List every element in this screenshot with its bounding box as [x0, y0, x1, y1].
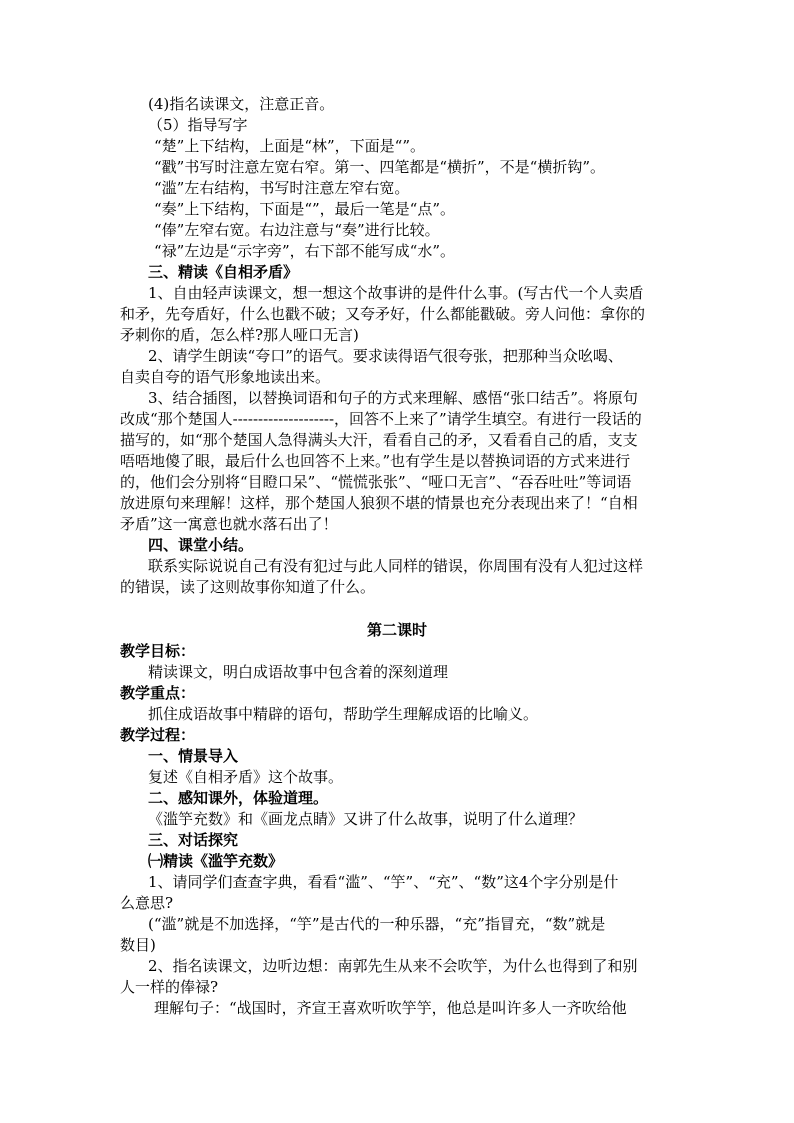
text-line: 么意思?	[120, 894, 174, 912]
text-line: 理解句子：“战国时，齐宣王喜欢听吹竽竽，他总是叫许多人一齐吹给他	[154, 999, 627, 1017]
text-line: 2、请学生朗读“夸口”的语气。要求读得语气很夸张，把那种当众吆喝、	[148, 347, 623, 365]
text-line: 的，他们会分别将“目瞪口呆”、“慌慌张张”、“哑口无言”、“吞吞吐吐”等词语	[120, 473, 632, 491]
text-line: 《滥竽充数》和《画龙点睛》又讲了什么故事，说明了什么道理？	[148, 810, 584, 828]
text-line: “戳”书写时注意左宽右窄。第一、四笔都是“横折”，不是“横折钩”。	[154, 158, 606, 176]
text-line: 改成“那个楚国人--------------------，回答不上来了”请学生填空。有进行一段话的	[120, 410, 642, 428]
text-line: 人一样的俸禄?	[120, 978, 219, 996]
text-line: 矛刺你的盾，怎么样?那人哑口无言)	[120, 326, 359, 344]
text-line: 矛盾”这一寓意也就水落石出了！	[120, 515, 338, 533]
text-line: 2、指名读课文，边听边想：南郭先生从来不会吹竽，为什么也得到了和别	[148, 957, 638, 975]
section-heading: 四、课堂小结。	[148, 536, 254, 554]
section-heading: 三、对话探究	[148, 831, 239, 849]
section-heading: 教学重点：	[120, 684, 196, 702]
text-line: 和矛，先夸盾好，什么也戳不破；又夸矛好，什么都能戳破。旁人问他：拿你的	[120, 305, 646, 323]
text-line: 放进原句来理解！这样，那个楚国人狼狈不堪的情景也充分表现出来了！“自相	[120, 494, 638, 512]
section-heading: 三、精读《自相矛盾》	[148, 263, 299, 281]
text-line: (“滥”就是不加选择，“竽”是古代的一种乐器，“充”指冒充，“数”就是	[148, 915, 606, 933]
text-line: 联系实际说说自己有没有犯过与此人同样的错误，你周围有没有人犯过这样	[148, 557, 644, 575]
text-line: “滥”左右结构，书写时注意左窄右宽。	[154, 179, 410, 197]
section-heading: 教学目标：	[120, 642, 196, 660]
text-line: 1、自由轻声读课文，想一想这个故事讲的是件什么事。(写古代一个人卖盾	[148, 284, 644, 302]
text-line: “楚”上下结构，上面是“林”，下面是“”。	[154, 137, 426, 155]
section-heading: 一、情景导入	[148, 747, 239, 765]
text-line: 3、结合插图，以替换词语和句子的方式来理解、感悟“张口结舌”。将原句	[148, 389, 638, 407]
text-line: “俸”左窄右宽。右边注意与“奏”进行比较。	[154, 221, 440, 239]
text-line: 数目)	[120, 936, 156, 954]
section-heading: ㈠精读《滥竽充数》	[148, 852, 284, 870]
text-line: 抓住成语故事中精辟的语句，帮助学生理解成语的比喻义。	[148, 705, 539, 723]
text-line: 唔唔地傻了眼，最后什么也回答不上来。”也有学生是以替换词语的方式来进行	[120, 452, 631, 470]
text-line: 的错误，读了这则故事你知道了什么。	[120, 578, 376, 596]
text-line: “奏”上下结构，下面是“”，最后一笔是“点”。	[154, 200, 456, 218]
lesson-title: 第二课时	[366, 621, 427, 639]
text-line: 描写的，如“那个楚国人急得满头大汗，看看自己的矛，又看看自己的盾，支支	[120, 431, 638, 449]
text-line: 精读课文，明白成语故事中包含着的深刻道理	[148, 663, 449, 681]
section-heading: 二、感知课外，体验道理。	[148, 789, 329, 807]
section-heading: 教学过程：	[120, 726, 196, 744]
text-line: 1、请同学们查查字典，看看“滥”、“竽”、“充”、“数”这4个字分别是什	[148, 873, 619, 891]
text-line: （5）指导写字	[148, 116, 248, 134]
text-line: 自卖自夸的语气形象地读出来。	[120, 368, 331, 386]
text-line: 复述《自相矛盾》这个故事。	[148, 768, 344, 786]
text-line: “禄”左边是“示字旁”，右下部不能写成“水”。	[154, 242, 456, 260]
text-line: (4)指名读课文，注意正音。	[148, 95, 335, 113]
